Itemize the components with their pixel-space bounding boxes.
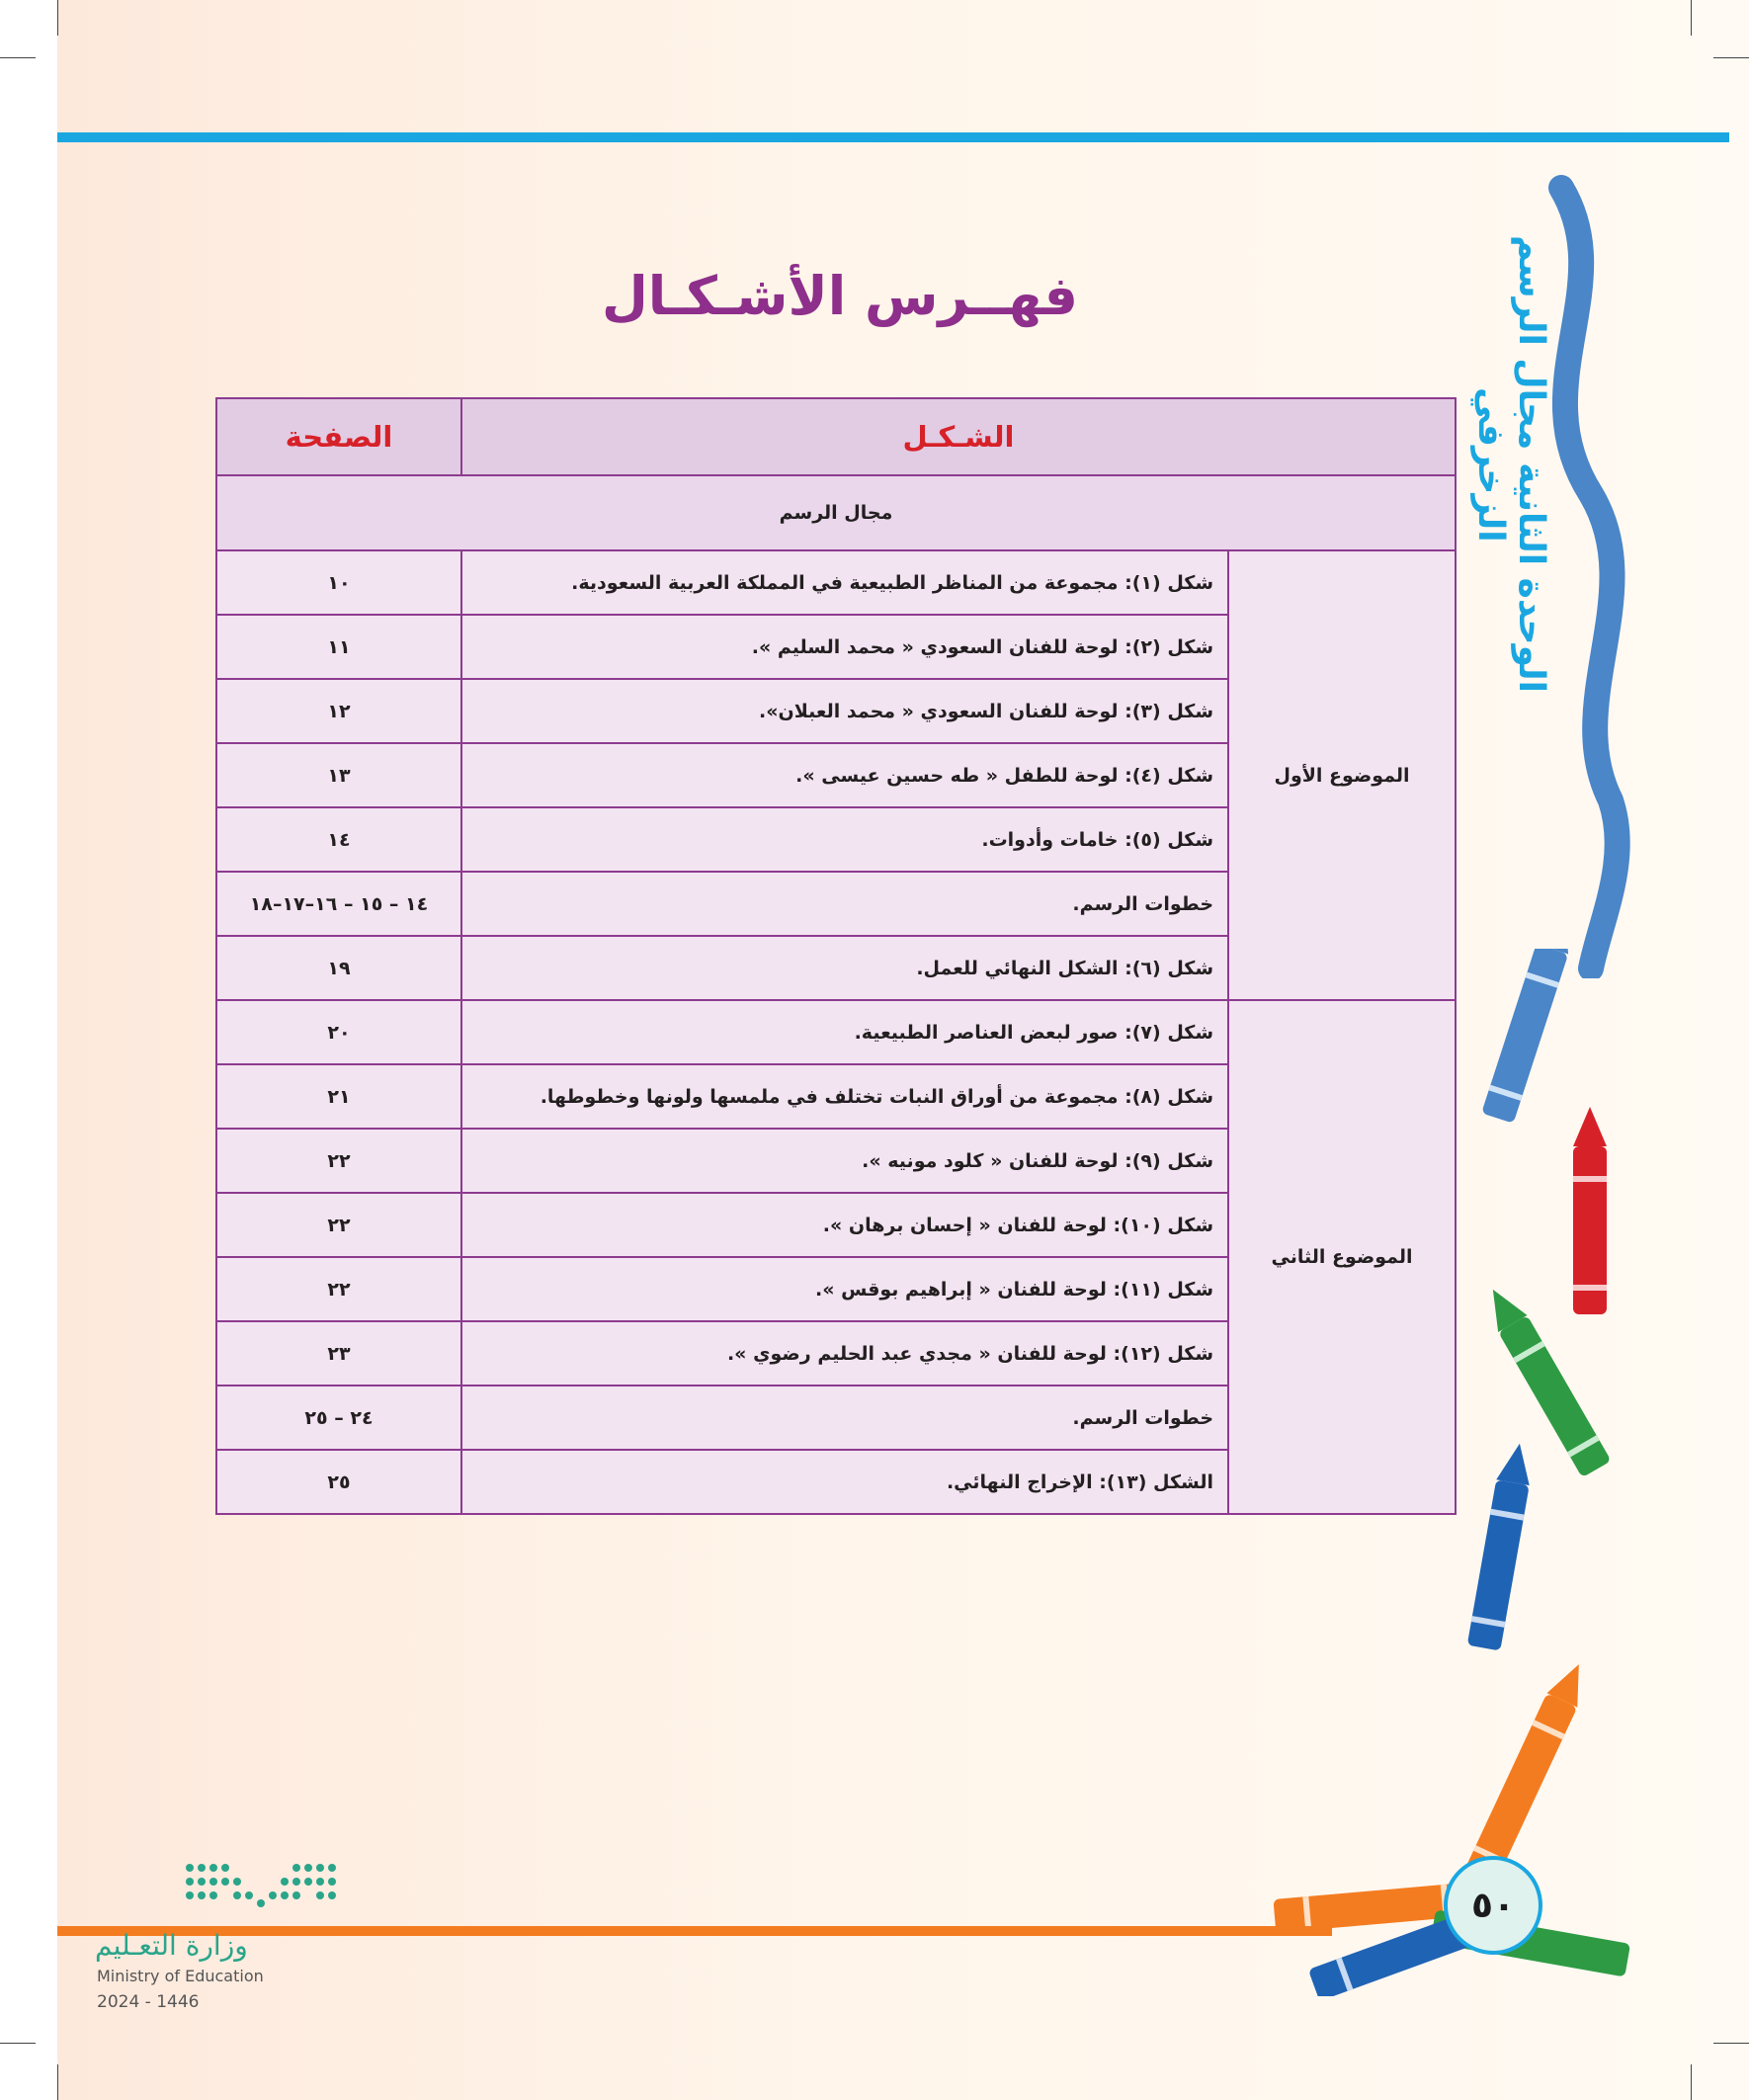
figure-caption: شكل (٨): مجموعة من أوراق النبات تختلف في ملمسها ولونها وخطوطها. — [461, 1064, 1228, 1129]
page-ref: ٢٠ — [216, 1000, 461, 1064]
section-label: مجال الرسم — [216, 475, 1456, 550]
ministry-name-ar: وزارة التعـليم — [95, 1929, 248, 1962]
page-ref: ٢١ — [216, 1064, 461, 1129]
page-ref: ٢٥ — [216, 1450, 461, 1514]
figure-caption: شكل (١): مجموعة من المناظر الطبيعية في المملكة العربية السعودية. — [461, 550, 1228, 615]
page-ref: ١١ — [216, 615, 461, 679]
figure-caption: شكل (١١): لوحة للفنان « إبراهيم بوقس ». — [461, 1257, 1228, 1321]
page-ref: ١٣ — [216, 743, 461, 807]
ministry-logo-icon — [180, 1858, 348, 1917]
figure-caption: الشكل (١٣): الإخراج النهائي. — [461, 1450, 1228, 1514]
edition-year: 2024 - 1446 — [97, 1992, 200, 2012]
header-figure: الشـكـل — [461, 398, 1456, 475]
crop-mark — [1691, 2064, 1692, 2100]
page-ref: ١٩ — [216, 936, 461, 1000]
unit-side-title: الوحدة الثانية مجال الرسم الزخرفي — [1470, 235, 1551, 694]
topic-label: الموضوع الثاني — [1228, 1000, 1456, 1514]
page-title: فهــرس الأشـكـال — [601, 265, 1079, 327]
figure-caption: شكل (١٠): لوحة للفنان « إحسان برهان ». — [461, 1193, 1228, 1257]
figure-caption: شكل (٤): لوحة للطفل « طه حسين عيسى ». — [461, 743, 1228, 807]
ministry-name-en: Ministry of Education — [97, 1967, 264, 1985]
figure-caption: خطوات الرسم. — [461, 872, 1228, 936]
page-ref: ٢٣ — [216, 1321, 461, 1386]
page-ref: ١٤ — [216, 807, 461, 872]
table-header-row — [216, 398, 1456, 475]
figure-caption: شكل (٢): لوحة للفنان السعودي « محمد السليم ». — [461, 615, 1228, 679]
page-number: ٥٠ — [1444, 1856, 1542, 1955]
crop-mark — [0, 57, 36, 58]
crayons-illustration — [1255, 949, 1660, 1996]
crop-mark — [0, 2043, 36, 2044]
figure-caption: شكل (٥): خامات وأدوات. — [461, 807, 1228, 872]
table-row — [216, 550, 1456, 615]
crop-mark — [57, 2064, 58, 2100]
figure-caption: شكل (١٢): لوحة للفنان « مجدي عبد الحليم رضوي ». — [461, 1321, 1228, 1386]
page-ref: ٢٤ – ٢٥ — [216, 1386, 461, 1450]
page-ref: ٢٢ — [216, 1257, 461, 1321]
figure-caption: خطوات الرسم. — [461, 1386, 1228, 1450]
crop-mark — [1691, 0, 1692, 36]
crop-mark — [57, 0, 58, 36]
page-ref: ١٢ — [216, 679, 461, 743]
section-row — [216, 475, 1456, 550]
page-ref: ١٤ – ١٥ – ١٦–١٧–١٨ — [216, 872, 461, 936]
top-rule — [57, 132, 1729, 142]
figure-caption: شكل (٦): الشكل النهائي للعمل. — [461, 936, 1228, 1000]
ministry-logo-block — [95, 1858, 372, 2016]
header-page: الصفحة — [216, 398, 461, 475]
crop-mark — [1713, 57, 1749, 58]
crop-mark — [1713, 2043, 1749, 2044]
topic-label: الموضوع الأول — [1228, 550, 1456, 1000]
page-ref: ١٠ — [216, 550, 461, 615]
page-ref: ٢٢ — [216, 1129, 461, 1193]
figure-caption: شكل (٣): لوحة للفنان السعودي « محمد العبلان». — [461, 679, 1228, 743]
page-ref: ٢٢ — [216, 1193, 461, 1257]
figure-caption: شكل (٩): لوحة للفنان « كلود مونيه ». — [461, 1129, 1228, 1193]
figure-caption: شكل (٧): صور لبعض العناصر الطبيعية. — [461, 1000, 1228, 1064]
